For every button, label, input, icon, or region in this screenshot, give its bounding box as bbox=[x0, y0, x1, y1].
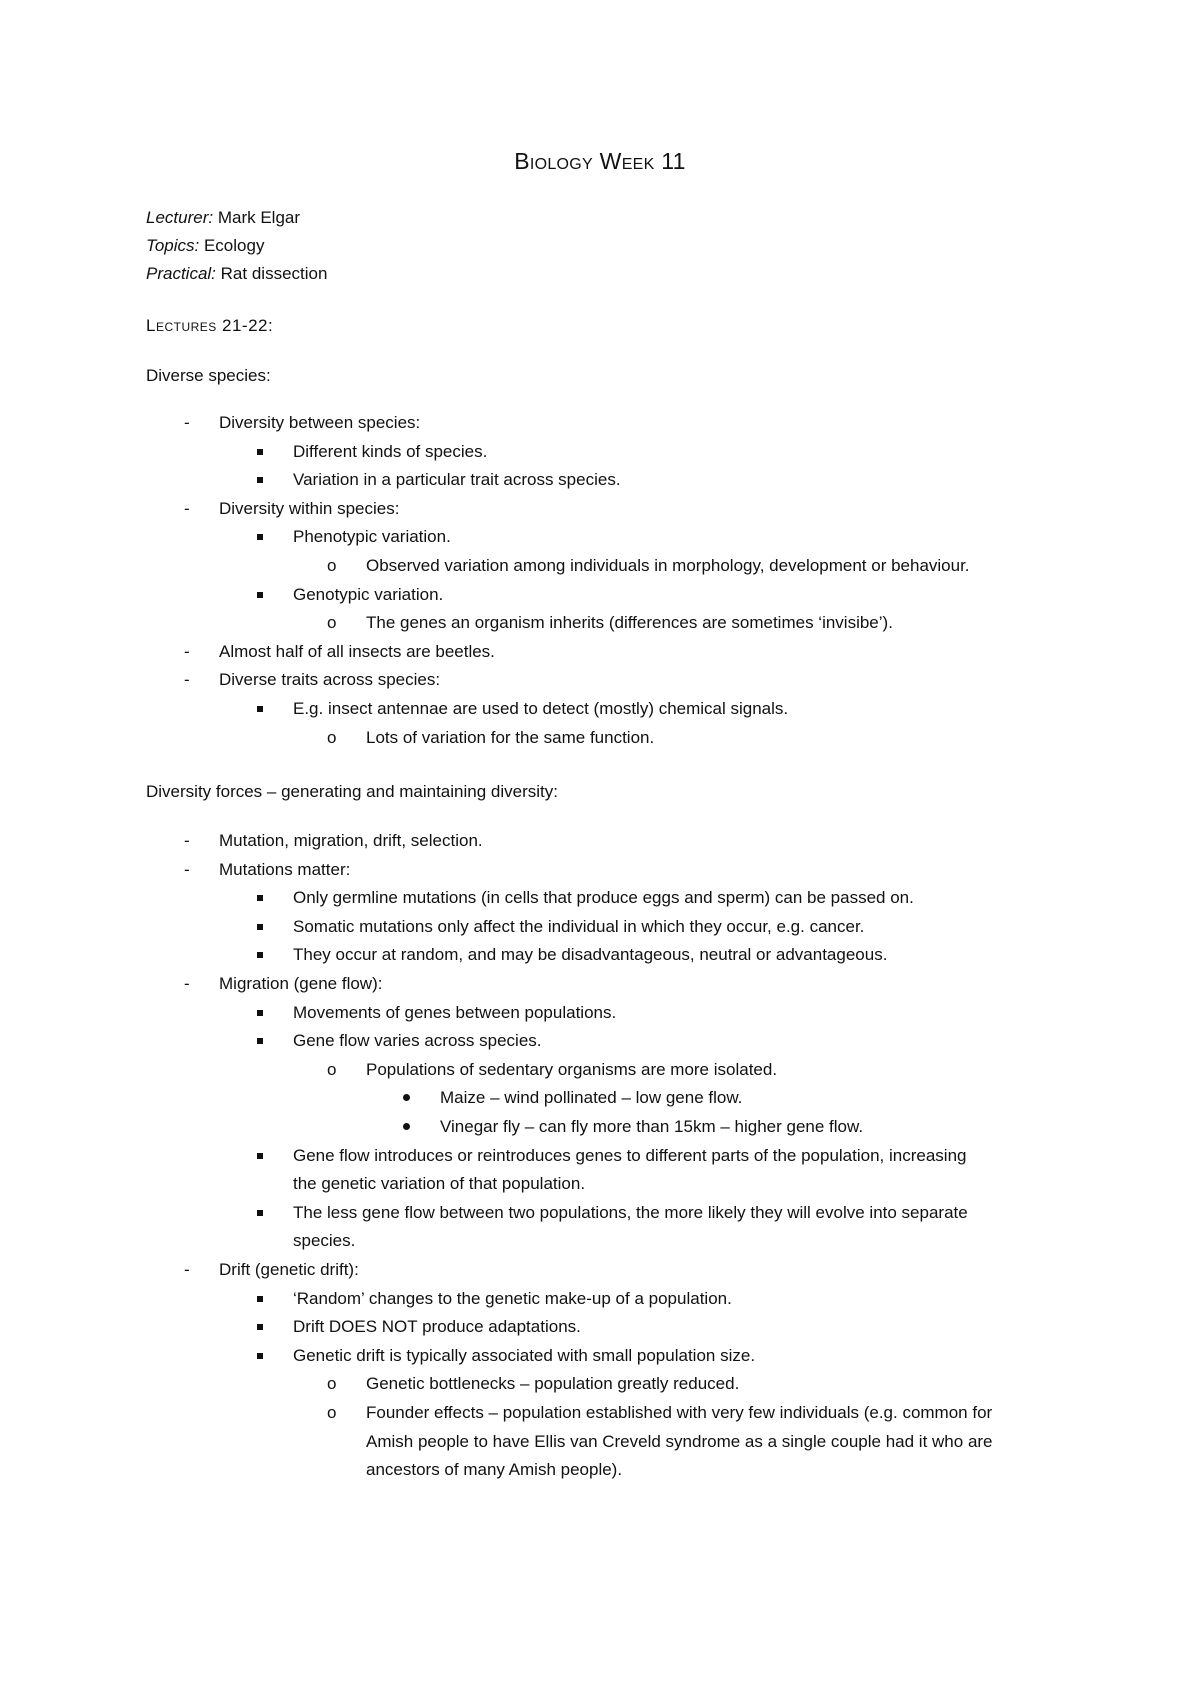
square-bullet-icon bbox=[257, 895, 263, 901]
list-item: Phenotypic variation. bbox=[293, 527, 451, 547]
circle-bullet-icon: o bbox=[327, 727, 337, 747]
circle-bullet-icon: o bbox=[327, 613, 337, 633]
list-item: species. bbox=[293, 1231, 356, 1251]
dot-bullet-icon bbox=[403, 1094, 410, 1101]
square-bullet-icon bbox=[257, 1353, 263, 1359]
meta-key: Practical: bbox=[146, 264, 216, 283]
square-bullet-icon bbox=[257, 449, 263, 455]
square-bullet-icon bbox=[257, 1010, 263, 1016]
dash-bullet-icon: - bbox=[184, 413, 190, 432]
list-item: Diversity between species: bbox=[219, 413, 421, 432]
dash-bullet-icon: - bbox=[184, 498, 190, 518]
list-item: Genetic drift is typically associated with small population size. bbox=[293, 1345, 756, 1365]
dash-bullet-icon: - bbox=[184, 831, 190, 850]
circle-bullet-icon: o bbox=[327, 1403, 337, 1422]
circle-bullet-icon: o bbox=[327, 1059, 337, 1079]
list-item: Movements of genes between populations. bbox=[293, 1002, 617, 1022]
square-bullet-icon bbox=[257, 1153, 263, 1159]
meta-practical bbox=[146, 264, 327, 284]
square-bullet-icon bbox=[257, 534, 263, 540]
list-item: Drift DOES NOT produce adaptations. bbox=[293, 1317, 581, 1337]
dot-bullet-icon bbox=[403, 1123, 410, 1130]
page-title: Biology Week 11 bbox=[514, 148, 686, 174]
meta-value: Rat dissection bbox=[220, 264, 328, 283]
square-bullet-icon bbox=[257, 592, 263, 598]
list-item: Only germline mutations (in cells that produce eggs and sperm) can be passed on. bbox=[293, 888, 914, 908]
meta-value: Ecology bbox=[203, 236, 265, 255]
list-item: Amish people to have Ellis van Creveld syndrome as a single couple had it who are bbox=[366, 1431, 993, 1451]
list-item: Founder effects – population established with very few individuals (e.g. common for bbox=[366, 1403, 993, 1422]
dash-bullet-icon: - bbox=[184, 974, 190, 993]
square-bullet-icon bbox=[257, 1324, 263, 1330]
list-item: Variation in a particular trait across species. bbox=[293, 470, 621, 490]
list-item: Observed variation among individuals in morphology, development or behaviour. bbox=[366, 556, 970, 575]
square-bullet-icon bbox=[257, 952, 263, 958]
section-label: Lectures 21-22: bbox=[146, 316, 274, 335]
circle-bullet-icon: o bbox=[327, 1374, 337, 1394]
meta-key: Topics: bbox=[146, 236, 200, 255]
list-item: Drift (genetic drift): bbox=[219, 1260, 359, 1279]
square-bullet-icon bbox=[257, 924, 263, 930]
list-item: They occur at random, and may be disadvantageous, neutral or advantageous. bbox=[293, 945, 888, 965]
circle-bullet-icon: o bbox=[327, 556, 337, 575]
dash-bullet-icon: - bbox=[184, 670, 190, 690]
list-item: Diversity within species: bbox=[219, 498, 400, 518]
square-bullet-icon bbox=[257, 1038, 263, 1044]
list-item: Maize – wind pollinated – low gene flow. bbox=[440, 1088, 743, 1108]
list-item: Gene flow varies across species. bbox=[293, 1031, 542, 1051]
list-item: ancestors of many Amish people). bbox=[366, 1460, 623, 1480]
list-item: Different kinds of species. bbox=[293, 441, 488, 461]
list-item: Genotypic variation. bbox=[293, 584, 444, 604]
square-bullet-icon bbox=[257, 1210, 263, 1216]
list-item: Populations of sedentary organisms are more isolated. bbox=[366, 1059, 778, 1079]
list-item: Gene flow introduces or reintroduces genes to different parts of the population, increasing bbox=[293, 1145, 967, 1165]
list-item: Lots of variation for the same function. bbox=[366, 727, 655, 747]
list-item: Genetic bottlenecks – population greatly reduced. bbox=[366, 1374, 740, 1394]
heading-diversity-forces: Diversity forces – generating and maintaining diversity: bbox=[146, 782, 558, 801]
meta-lecturer bbox=[146, 208, 300, 228]
dash-bullet-icon: - bbox=[184, 859, 190, 879]
list-item: Migration (gene flow): bbox=[219, 974, 383, 993]
meta-key: Lecturer: bbox=[146, 208, 214, 227]
square-bullet-icon bbox=[257, 477, 263, 483]
square-bullet-icon bbox=[257, 1296, 263, 1302]
list-item: Diverse traits across species: bbox=[219, 670, 441, 690]
square-bullet-icon bbox=[257, 706, 263, 712]
list-item: Mutations matter: bbox=[219, 859, 351, 879]
list-item: Vinegar fly – can fly more than 15km – higher gene flow. bbox=[440, 1117, 864, 1136]
dash-bullet-icon: - bbox=[184, 641, 190, 661]
list-item: the genetic variation of that population. bbox=[293, 1174, 586, 1194]
meta-topics bbox=[146, 236, 264, 256]
list-item: Somatic mutations only affect the individual in which they occur, e.g. cancer. bbox=[293, 916, 865, 936]
list-item: Almost half of all insects are beetles. bbox=[219, 641, 495, 661]
list-item: ‘Random’ changes to the genetic make-up of a population. bbox=[293, 1288, 732, 1308]
list-item: Mutation, migration, drift, selection. bbox=[219, 831, 483, 850]
heading-diverse-species: Diverse species: bbox=[146, 366, 271, 385]
meta-value: Mark Elgar bbox=[217, 208, 301, 227]
list-item: The genes an organism inherits (differences are sometimes ‘invisibe’). bbox=[366, 613, 893, 633]
list-item: E.g. insect antennae are used to detect (mostly) chemical signals. bbox=[293, 699, 789, 718]
list-item: The less gene flow between two populations, the more likely they will evolve into separate bbox=[293, 1202, 968, 1222]
dash-bullet-icon: - bbox=[184, 1260, 190, 1279]
